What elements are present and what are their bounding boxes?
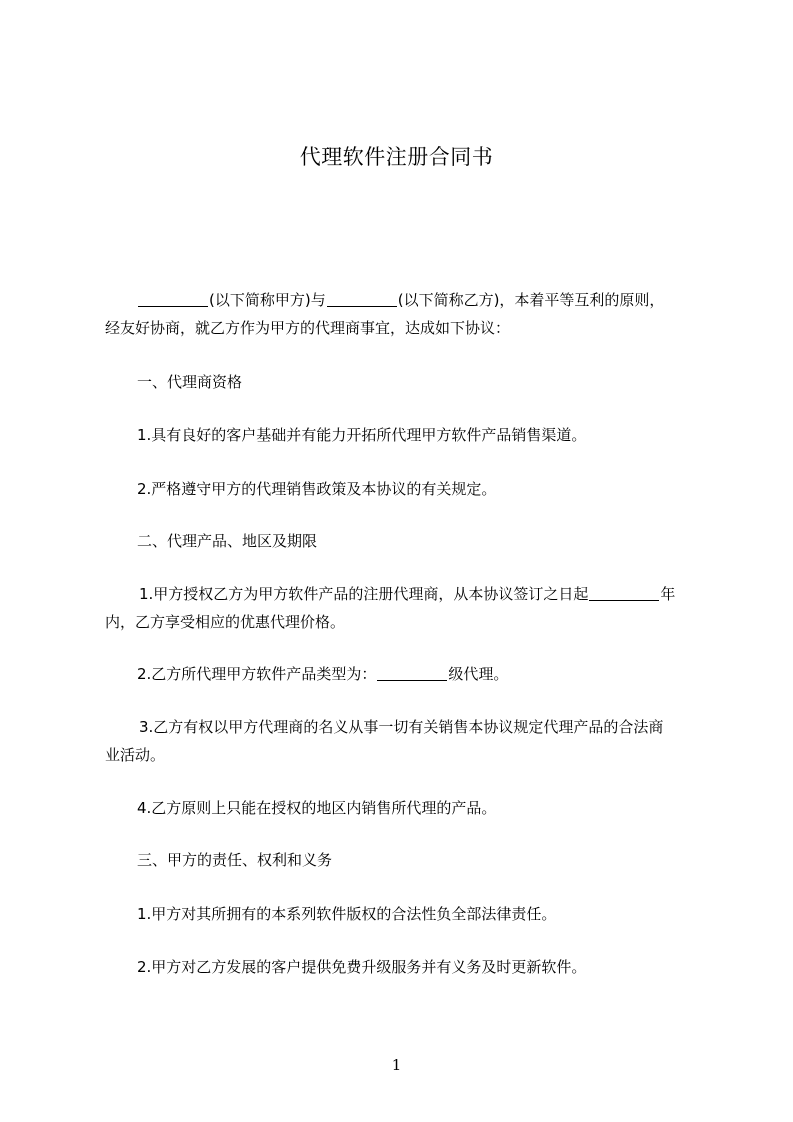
section-2-item-3 [105,713,695,769]
party-b-blank[interactable] [327,289,397,307]
section-2-item-1-text: 1.甲方授权乙方为甲方软件产品的注册代理商，从本协议签订之日起 [139,585,589,603]
section-2-item-1 [105,580,695,636]
section-1-item-1: 1.具有良好的客户基础并有能力开拓所代理甲方软件产品销售渠道。 [137,426,587,444]
section-3-heading: 三、甲方的责任、权利和义务 [137,851,333,869]
section-2-item-4: 4.乙方原则上只能在授权的地区内销售所代理的产品。 [137,799,497,817]
section-2-item-1-line-2: 内，乙方享受相应的优惠代理价格。 [105,613,346,631]
preamble-line-1 [105,286,695,314]
section-1-heading: 一、代理商资格 [137,373,243,391]
section-3-item-2: 2.甲方对乙方发展的客户提供免费升级服务并有义务及时更新软件。 [137,958,587,976]
section-2-item-2-suffix: 级代理。 [448,665,509,683]
page-number: 1 [391,1056,402,1074]
years-unit: 年 [660,585,676,603]
section-3-item-1: 1.甲方对其所拥有的本系列软件版权的合法性负全部法律责任。 [137,905,557,923]
agent-level-blank[interactable] [377,663,447,681]
party-a-blank[interactable] [138,289,208,307]
preamble-text-1: (以下简称甲方)与 [209,291,326,309]
preamble-line-2: 经友好协商，就乙方作为甲方的代理商事宜，达成如下协议： [105,319,511,337]
section-2-item-2 [105,660,727,688]
section-2-item-3-line-2: 业活动。 [105,746,166,764]
years-blank[interactable] [589,583,659,601]
section-2-item-2-text: 2.乙方所代理甲方软件产品类型为： [137,665,377,683]
section-2-item-3-line-1: 3.乙方有权以甲方代理商的名义从事一切有关销售本协议规定代理产品的合法商 [139,718,664,736]
section-2-heading: 二、代理产品、地区及期限 [137,532,318,550]
section-1-item-2: 2.严格遵守甲方的代理销售政策及本协议的有关规定。 [137,480,497,498]
preamble-paragraph [105,286,695,342]
section-2-item-1-line-1 [105,580,695,608]
preamble-text-2: (以下简称乙方)，本着平等互利的原则， [397,291,665,309]
document-title: 代理软件注册合同书 [299,145,494,169]
